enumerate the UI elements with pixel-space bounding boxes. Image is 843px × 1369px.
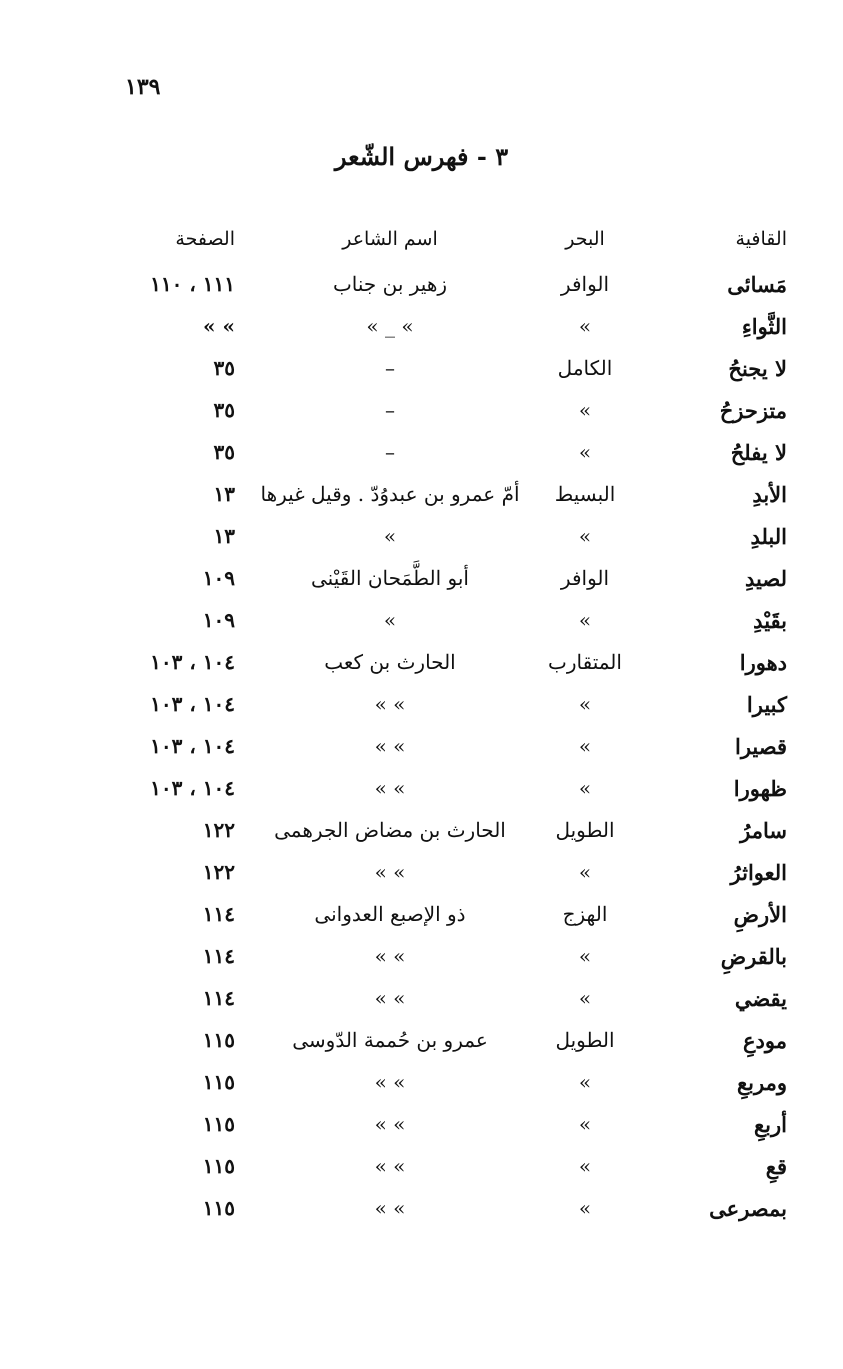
section-title: ٣ - فهرس الشّعر [334,142,509,171]
cell-shaer: – [385,440,395,464]
cell-safha: ١٠٤ ، ١٠٣ [150,692,235,716]
cell-shaer: » » [374,986,406,1010]
cell-bahr: البسيط [554,482,616,506]
table-row [0,270,843,312]
cell-bahr: » [578,1112,592,1136]
cell-qafiya: ظهورا [733,776,787,801]
cell-shaer: » » [374,776,406,800]
cell-bahr: الوافر [560,566,610,590]
table-row [0,606,843,648]
cell-safha: ١٠٩ [202,608,235,632]
header-shaer: اسم الشاعر [342,228,438,250]
cell-qafiya: البلدِ [750,524,787,549]
header-bahr: البحر [565,228,605,250]
cell-bahr: » [578,1154,592,1178]
cell-bahr: » [578,314,592,338]
cell-qafiya: بقَيْدِ [753,608,787,633]
header-qafiya: القافية [735,228,787,250]
cell-qafiya: مَسائى [727,272,787,297]
cell-bahr: الهزج [562,902,608,926]
cell-shaer: » » [374,1154,406,1178]
cell-safha: ١١٤ [202,902,235,926]
table-row [0,522,843,564]
cell-shaer: أمّ عمرو بن عبدوُدّ . وقيل غيرها [260,482,520,506]
cell-safha: » » [203,314,235,338]
cell-shaer: » » [374,1070,406,1094]
cell-safha: ٣٥ [213,398,235,422]
cell-safha: ١٠٤ ، ١٠٣ [150,650,235,674]
cell-qafiya: الأرضِ [733,902,787,927]
cell-safha: ١١٤ [202,986,235,1010]
cell-qafiya: كبيرا [746,692,787,717]
table-row [0,438,843,480]
table-row [0,774,843,816]
table-row [0,942,843,984]
cell-bahr: الكامل [557,356,613,380]
cell-shaer: زهير بن جناب [332,272,448,296]
table-row [0,690,843,732]
cell-shaer: » » [374,944,406,968]
cell-safha: ١١٥ [202,1196,235,1220]
cell-safha: ١٠٩ [202,566,235,590]
cell-bahr: » [578,776,592,800]
cell-shaer: » » [374,860,406,884]
cell-safha: ١١٥ [202,1028,235,1052]
cell-bahr: الطويل [555,1028,615,1052]
table-row [0,732,843,774]
cell-qafiya: الأبدِ [752,482,787,507]
cell-qafiya: قعِ [765,1154,787,1179]
table-row [0,900,843,942]
cell-safha: ١٠٤ ، ١٠٣ [150,776,235,800]
cell-bahr: الوافر [560,272,610,296]
cell-safha: ١٠٤ ، ١٠٣ [150,734,235,758]
cell-qafiya: سامرُ [740,818,787,843]
cell-shaer: » [383,524,397,548]
table-row [0,396,843,438]
cell-shaer: » _ » [366,314,414,338]
cell-bahr: » [578,692,592,716]
cell-bahr: » [578,1196,592,1220]
table-row [0,312,843,354]
cell-bahr: » [578,860,592,884]
cell-safha: ١٢٢ [202,818,235,842]
cell-safha: ٣٥ [213,440,235,464]
table-row [0,816,843,858]
cell-shaer: » » [374,1112,406,1136]
table-row [0,1026,843,1068]
cell-bahr: » [578,1070,592,1094]
cell-safha: ١١٤ [202,944,235,968]
page-number: ١٣٩ [125,74,161,100]
cell-shaer: » » [374,692,406,716]
cell-shaer: ذو الإصبع العدوانى [314,902,466,926]
cell-shaer: » » [374,734,406,758]
cell-shaer: – [385,356,395,380]
cell-qafiya: الثَّواءِ [741,314,787,339]
table-row [0,1152,843,1194]
cell-bahr: » [578,524,592,548]
cell-shaer: الحارث بن كعب [324,650,456,674]
cell-safha: ١١٥ [202,1112,235,1136]
cell-bahr: المتقارب [548,650,622,674]
table-row [0,858,843,900]
cell-qafiya: العواثرُ [730,860,787,885]
cell-safha: ٣٥ [213,356,235,380]
table-row [0,564,843,606]
cell-safha: ١٣ [213,524,235,548]
cell-bahr: » [578,440,592,464]
cell-qafiya: بمصرعى [709,1196,787,1221]
table-header [0,228,843,258]
cell-bahr: » [578,398,592,422]
cell-qafiya: لا يجنحُ [728,356,787,381]
cell-qafiya: يقضي [734,986,787,1011]
cell-bahr: » [578,944,592,968]
cell-shaer: أبو الطَّمَحان القَيْنى [311,566,469,590]
header-safha: الصفحة [175,228,235,250]
cell-bahr: الطويل [555,818,615,842]
cell-bahr: » [578,608,592,632]
cell-safha: ١١٥ [202,1154,235,1178]
cell-qafiya: مودعِ [743,1028,787,1053]
cell-safha: ١٢٢ [202,860,235,884]
cell-qafiya: لا يفلحُ [730,440,787,465]
cell-qafiya: بالقرضِ [720,944,787,969]
cell-qafiya: دهورا [739,650,787,675]
cell-shaer: » [383,608,397,632]
table-row [0,648,843,690]
cell-qafiya: أربعِ [754,1112,787,1137]
cell-qafiya: لصيدِ [745,566,787,591]
table-row [0,1194,843,1236]
cell-safha: ١٣ [213,482,235,506]
cell-qafiya: متزحزحُ [719,398,787,423]
cell-shaer: الحارث بن مضاض الجرهمى [274,818,506,842]
cell-qafiya: قصيرا [734,734,787,759]
cell-shaer: » » [374,1196,406,1220]
table-row [0,480,843,522]
table-row [0,1068,843,1110]
cell-shaer: – [385,398,395,422]
table-row [0,1110,843,1152]
cell-qafiya: ومربعِ [737,1070,787,1095]
cell-bahr: » [578,986,592,1010]
cell-shaer: عمرو بن حُممة الدّوسى [292,1028,488,1052]
table-row [0,354,843,396]
cell-safha: ١١١ ، ١١٠ [150,272,235,296]
poetry-index-table [0,270,843,1236]
cell-bahr: » [578,734,592,758]
cell-safha: ١١٥ [202,1070,235,1094]
table-row [0,984,843,1026]
